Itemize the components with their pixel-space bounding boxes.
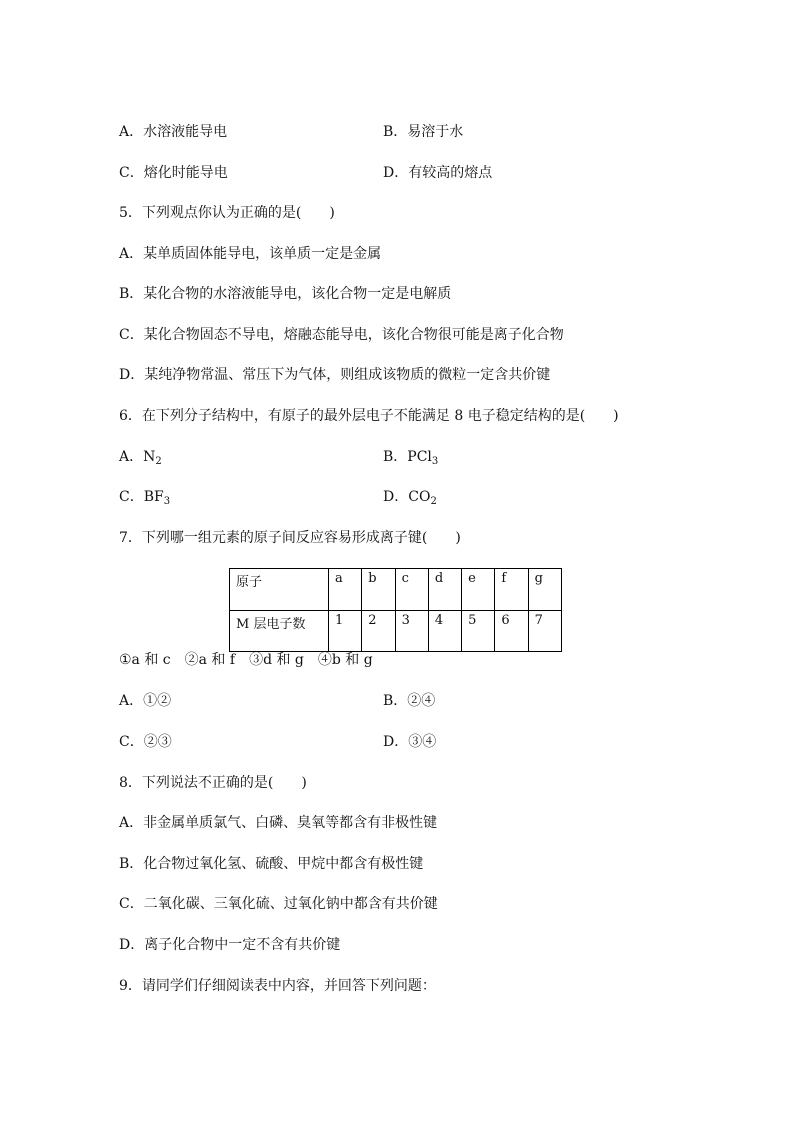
table-cell: 6 <box>495 610 528 652</box>
q8-option-b: B．化合物过氧化氢、硫酸、甲烷中都含有极性键 <box>119 856 424 872</box>
table-cell: 5 <box>462 610 495 652</box>
q8-stem: 8．下列说法不正确的是( ) <box>119 775 307 791</box>
q6-stem: 6．在下列分子结构中，有原子的最外层电子不能满足 8 电子稳定结构的是( ) <box>119 408 619 424</box>
table-cell: g <box>528 569 561 611</box>
table-cell: d <box>428 569 461 611</box>
q6-option-c <box>119 488 170 506</box>
formula: CO <box>408 489 431 505</box>
table-cell: a <box>329 569 362 611</box>
q4-option-c: C．熔化时能导电 <box>119 165 228 181</box>
table-cell: f <box>495 569 528 611</box>
q6-option-a <box>119 448 162 466</box>
q9-stem: 9．请同学们仔细阅读表中内容，并回答下列问题： <box>119 978 436 994</box>
q7-pairs: ①a 和 c ②a 和 f ③d 和 g ④b 和 g <box>119 652 373 668</box>
table-row <box>230 610 562 652</box>
option-prefix: C． <box>119 489 144 505</box>
atom-electron-table <box>229 568 562 652</box>
option-prefix: D． <box>383 489 409 505</box>
q7-option-c: C．②③ <box>119 734 172 750</box>
q7-option-a: A．①② <box>119 693 172 709</box>
formula: N <box>143 449 156 465</box>
q6-option-b <box>383 448 438 466</box>
table-cell: b <box>362 569 395 611</box>
q5-option-b: B．某化合物的水溶液能导电，该化合物一定是电解质 <box>119 286 452 302</box>
q4-option-b: B．易溶于水 <box>383 124 464 140</box>
q5-stem: 5．下列观点你认为正确的是( ) <box>119 205 335 221</box>
table-row-header: M 层电子数 <box>230 610 329 652</box>
table-cell: c <box>395 569 428 611</box>
table-cell: 2 <box>362 610 395 652</box>
table-cell: 7 <box>528 610 561 652</box>
q8-option-c: C．二氧化碳、三氧化硫、过氧化钠中都含有共价键 <box>119 896 438 912</box>
table-row <box>230 569 562 611</box>
formula: BF <box>143 489 164 505</box>
q7-option-b: B．②④ <box>383 693 436 709</box>
q4-option-d: D．有较高的熔点 <box>383 165 493 181</box>
q7-stem: 7．下列哪一组元素的原子间反应容易形成离子键( ) <box>119 530 461 546</box>
formula: PCl <box>407 449 432 465</box>
subscript: 2 <box>430 496 437 507</box>
q5-option-d: D．某纯净物常温、常压下为气体，则组成该物质的微粒一定含共价键 <box>119 367 551 383</box>
q5-option-c: C．某化合物固态不导电，熔融态能导电，该化合物很可能是离子化合物 <box>119 327 564 343</box>
q6-option-d <box>383 488 437 506</box>
q7-option-d: D．③④ <box>383 734 437 750</box>
table-cell: 3 <box>395 610 428 652</box>
option-prefix: A． <box>119 449 144 465</box>
table-cell: 1 <box>329 610 362 652</box>
subscript: 2 <box>155 456 162 467</box>
q8-option-a: A．非金属单质氯气、白磷、臭氧等都含有非极性键 <box>119 815 438 831</box>
q4-option-a: A．水溶液能导电 <box>119 124 228 140</box>
q8-option-d: D．离子化合物中一定不含有共价键 <box>119 937 341 953</box>
option-prefix: B． <box>383 449 408 465</box>
subscript: 3 <box>163 496 171 507</box>
table-row-header: 原子 <box>230 569 329 611</box>
table-cell: e <box>462 569 495 611</box>
table-cell: 4 <box>428 610 461 652</box>
subscript: 3 <box>431 456 439 467</box>
q5-option-a: A．某单质固体能导电，该单质一定是金属 <box>119 246 382 262</box>
